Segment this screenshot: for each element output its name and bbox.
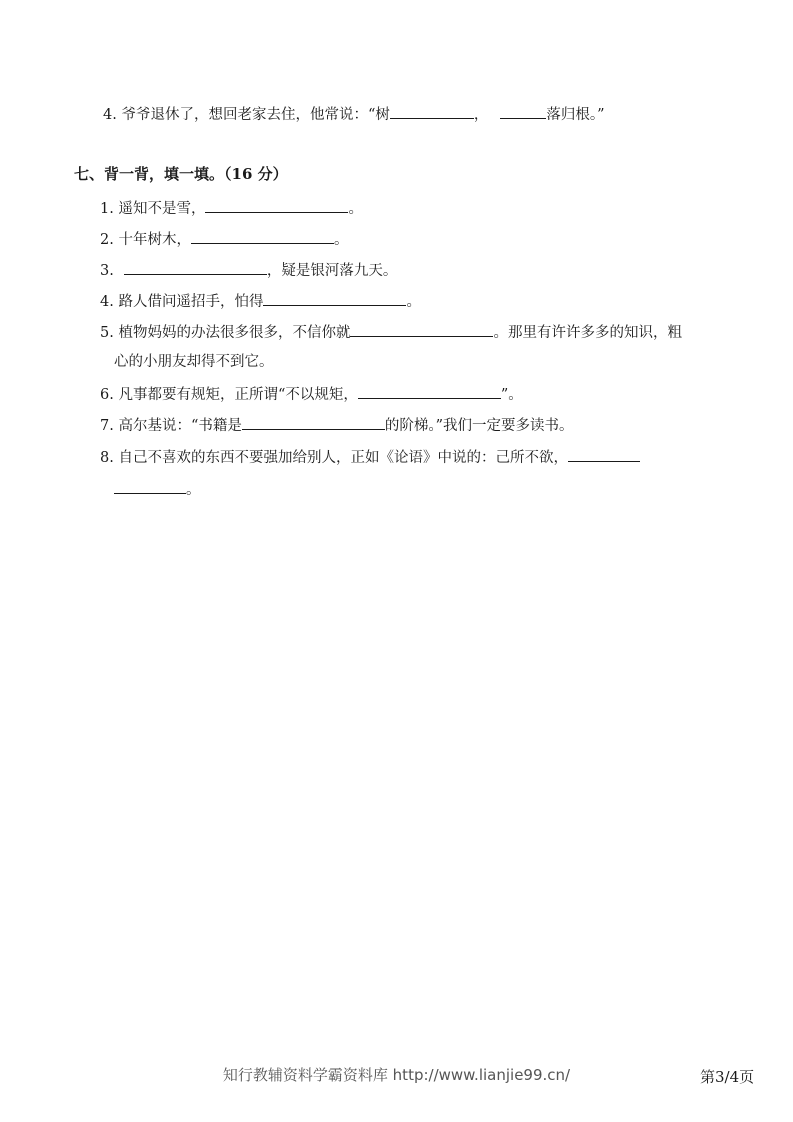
q-text: 。 <box>348 201 363 217</box>
answer-blank[interactable] <box>114 478 186 494</box>
question-7 <box>100 414 574 436</box>
answer-blank[interactable] <box>124 259 267 275</box>
question-8 <box>100 446 640 468</box>
question-1 <box>100 197 363 219</box>
answer-blank[interactable] <box>568 446 640 462</box>
q-text: 。 <box>333 232 349 248</box>
q-text: 1. 遥知不是雪， <box>100 201 206 217</box>
answer-blank[interactable] <box>350 321 493 337</box>
question-5 <box>100 321 682 343</box>
q-text: 4. 爷爷退休了，想回老家去住，他常说：“树 <box>103 107 390 123</box>
page-number: 第3/4页 <box>700 1068 755 1086</box>
question-prev-4 <box>103 103 605 125</box>
answer-blank[interactable] <box>242 414 385 430</box>
question-8-continued <box>114 478 201 500</box>
answer-blank[interactable] <box>358 383 501 399</box>
answer-blank[interactable] <box>390 103 474 119</box>
q-text: 7. 高尔基说：“书籍是 <box>100 418 242 434</box>
q-text: 6. 凡事都要有规矩，正所谓“不以规矩， <box>100 387 358 403</box>
q-text: 。那里有许许多多的知识，粗 <box>493 325 682 341</box>
footer-site-link[interactable]: 知行教辅资料学霸资料库 http://www.lianjie99.cn/ <box>222 1066 571 1084</box>
question-6 <box>100 383 523 405</box>
answer-blank[interactable] <box>263 290 406 306</box>
q-text: 5. 植物妈妈的办法很多很多，不信你就 <box>100 325 351 341</box>
q-text: 4. 路人借问遥招手，怕得 <box>100 294 264 310</box>
answer-blank[interactable] <box>205 197 348 213</box>
q-text: 2. 十年树木， <box>100 232 191 248</box>
question-4 <box>100 290 421 312</box>
q-text: 的阶梯。”我们一定要多读书。 <box>384 418 574 434</box>
q-text: ”。 <box>500 387 523 403</box>
q-text: 落归根。” <box>546 107 605 123</box>
answer-blank[interactable] <box>500 103 546 119</box>
q-text: ， <box>473 107 489 123</box>
question-2 <box>100 228 348 250</box>
q-text: 3. <box>100 263 114 279</box>
q-text: 8. 自己不喜欢的东西不要强加给别人，正如《论语》中说的：己所不欲， <box>100 450 568 466</box>
question-5-continued: 心的小朋友却得不到它。 <box>114 354 274 370</box>
q-text: ，疑是银河落九天。 <box>266 263 398 279</box>
q-text: 。 <box>186 482 201 498</box>
q-text: 。 <box>406 294 421 310</box>
answer-blank[interactable] <box>191 228 334 244</box>
question-3 <box>100 259 397 281</box>
section-7-title: 七、背一背，填一填。（16 分） <box>74 165 288 183</box>
